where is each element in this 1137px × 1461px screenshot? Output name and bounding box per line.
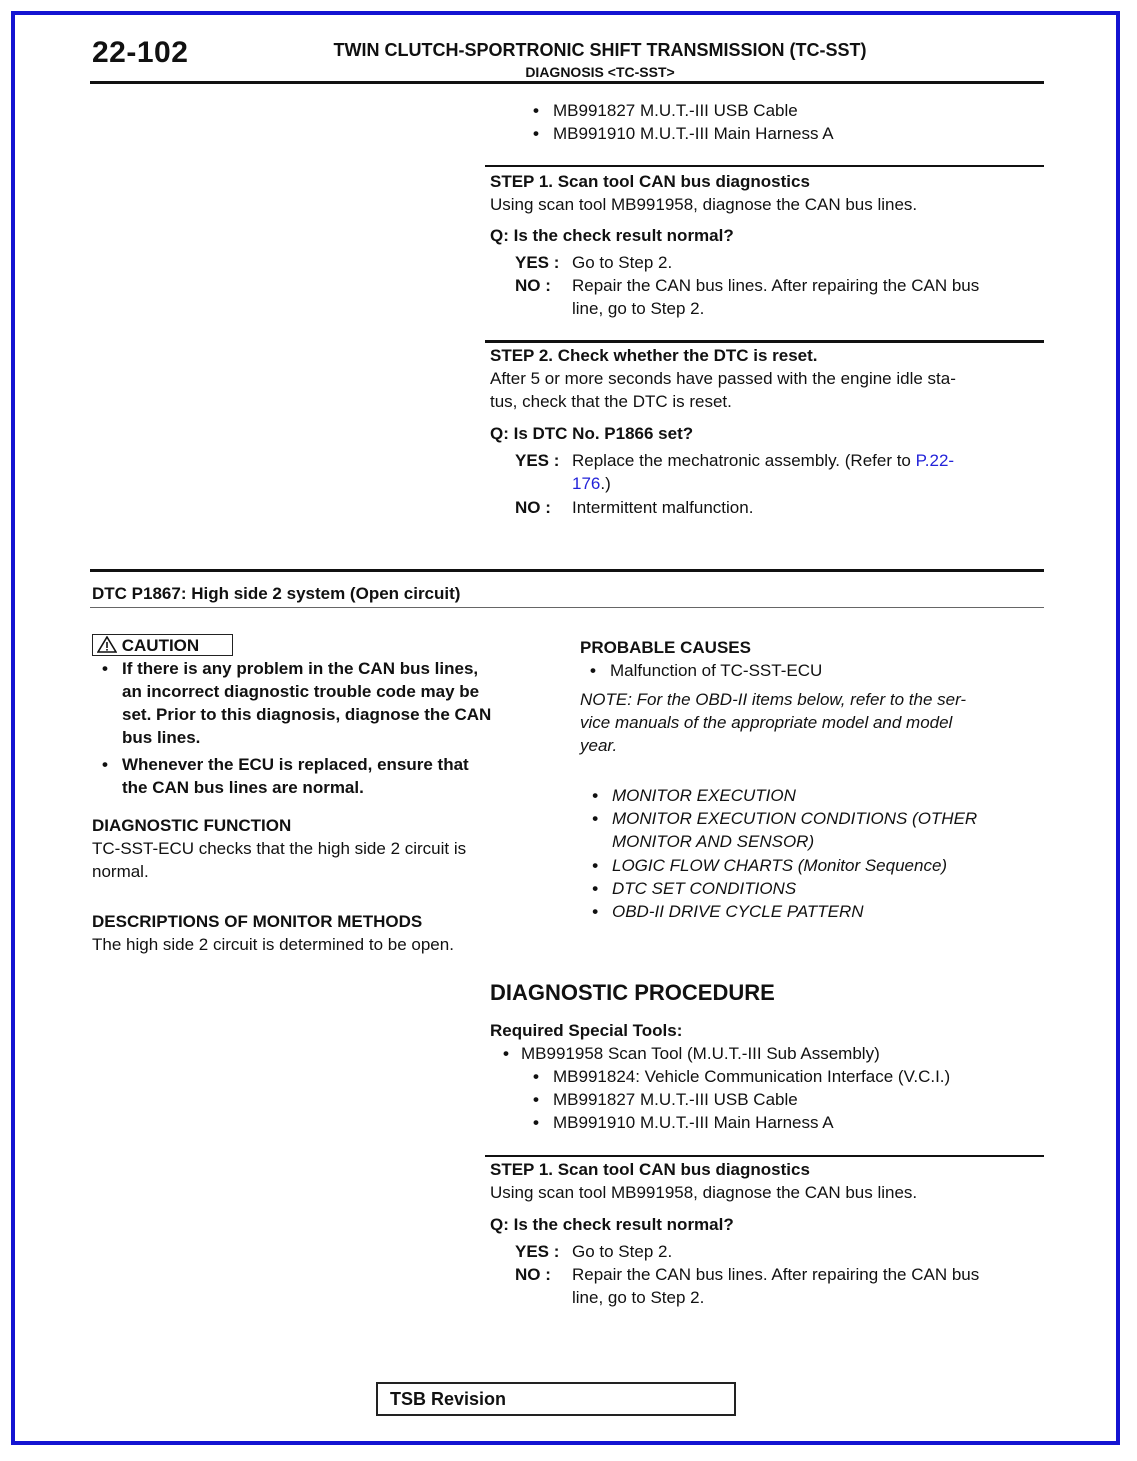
yes-text-cont: 176.) <box>572 474 611 493</box>
step-title: STEP 2. Check whether the DTC is reset. <box>490 346 818 365</box>
header-rule <box>90 81 1044 84</box>
yes-text: Replace the mechatronic assembly. (Refer to P.22- <box>572 451 955 470</box>
yes-key: YES : <box>515 253 560 272</box>
no-text: Repair the CAN bus lines. After repairing the CAN bus <box>572 1265 980 1284</box>
tools-heading: Required Special Tools: <box>490 1021 683 1040</box>
procedure-heading: DIAGNOSTIC PROCEDURE <box>490 980 775 1005</box>
yes-key: YES : <box>515 451 560 470</box>
step-body: After 5 or more seconds have passed with the engine idle sta- <box>490 369 956 388</box>
no-key: NO : <box>515 276 551 295</box>
yes-text: Go to Step 2. <box>572 1242 673 1261</box>
page-number: 22-102 <box>92 36 189 69</box>
step-title: STEP 1. Scan tool CAN bus diagnostics <box>490 1160 810 1179</box>
step-rule <box>485 165 1044 167</box>
no-text: Repair the CAN bus lines. After repairing the CAN bus <box>572 276 980 295</box>
probable-causes-heading: PROBABLE CAUSES <box>580 638 751 657</box>
no-text: line, go to Step 2. <box>572 1288 705 1307</box>
no-text: Intermittent malfunction. <box>572 498 754 517</box>
dtc-heading: DTC P1867: High side 2 system (Open circuit) <box>92 584 461 603</box>
caution-label: CAUTION <box>121 636 200 655</box>
step-body: Using scan tool MB991958, diagnose the CAN bus lines. <box>490 1183 918 1202</box>
yes-key: YES : <box>515 1242 560 1261</box>
yes-text: Go to Step 2. <box>572 253 673 272</box>
section-title: TWIN CLUTCH-SPORTRONIC SHIFT TRANSMISSION (TC-SST) <box>333 40 867 60</box>
page-reference-link[interactable]: 176 <box>572 474 601 493</box>
caution-box <box>92 634 233 656</box>
dtc-rule-top <box>90 569 1044 572</box>
tsb-revision-box <box>376 1382 736 1416</box>
step-title: STEP 1. Scan tool CAN bus diagnostics <box>490 172 810 191</box>
section-subtitle: DIAGNOSIS <TC-SST> <box>525 64 675 80</box>
no-text: line, go to Step 2. <box>572 299 705 318</box>
step-rule <box>485 1155 1044 1157</box>
tsb-revision-label: TSB Revision <box>390 1389 507 1409</box>
diagnostic-function-text: TC-SST-ECU checks that the high side 2 circuit is <box>92 839 467 858</box>
diagnostic-function-text: normal. <box>92 862 149 881</box>
no-key: NO : <box>515 1265 551 1284</box>
monitor-methods-heading: DESCRIPTIONS OF MONITOR METHODS <box>92 912 423 931</box>
step-body: Using scan tool MB991958, diagnose the CAN bus lines. <box>490 195 918 214</box>
warning-icon <box>97 636 117 653</box>
step-question: Q: Is DTC No. P1866 set? <box>490 424 694 443</box>
step-question: Q: Is the check result normal? <box>490 1215 734 1234</box>
step-question: Q: Is the check result normal? <box>490 226 734 245</box>
step-rule <box>485 340 1044 343</box>
step-body: tus, check that the DTC is reset. <box>490 392 732 411</box>
note-text: NOTE: For the OBD-II items below, refer to the ser- vice manuals of the appropriate model and model year. <box>580 690 967 755</box>
monitor-methods-text: The high side 2 circuit is determined to be open. <box>92 935 454 954</box>
diagnostic-function-heading: DIAGNOSTIC FUNCTION <box>92 816 292 835</box>
dtc-rule-bottom <box>90 607 1044 608</box>
no-key: NO : <box>515 498 551 517</box>
page-reference-link[interactable]: P.22- <box>915 451 955 470</box>
